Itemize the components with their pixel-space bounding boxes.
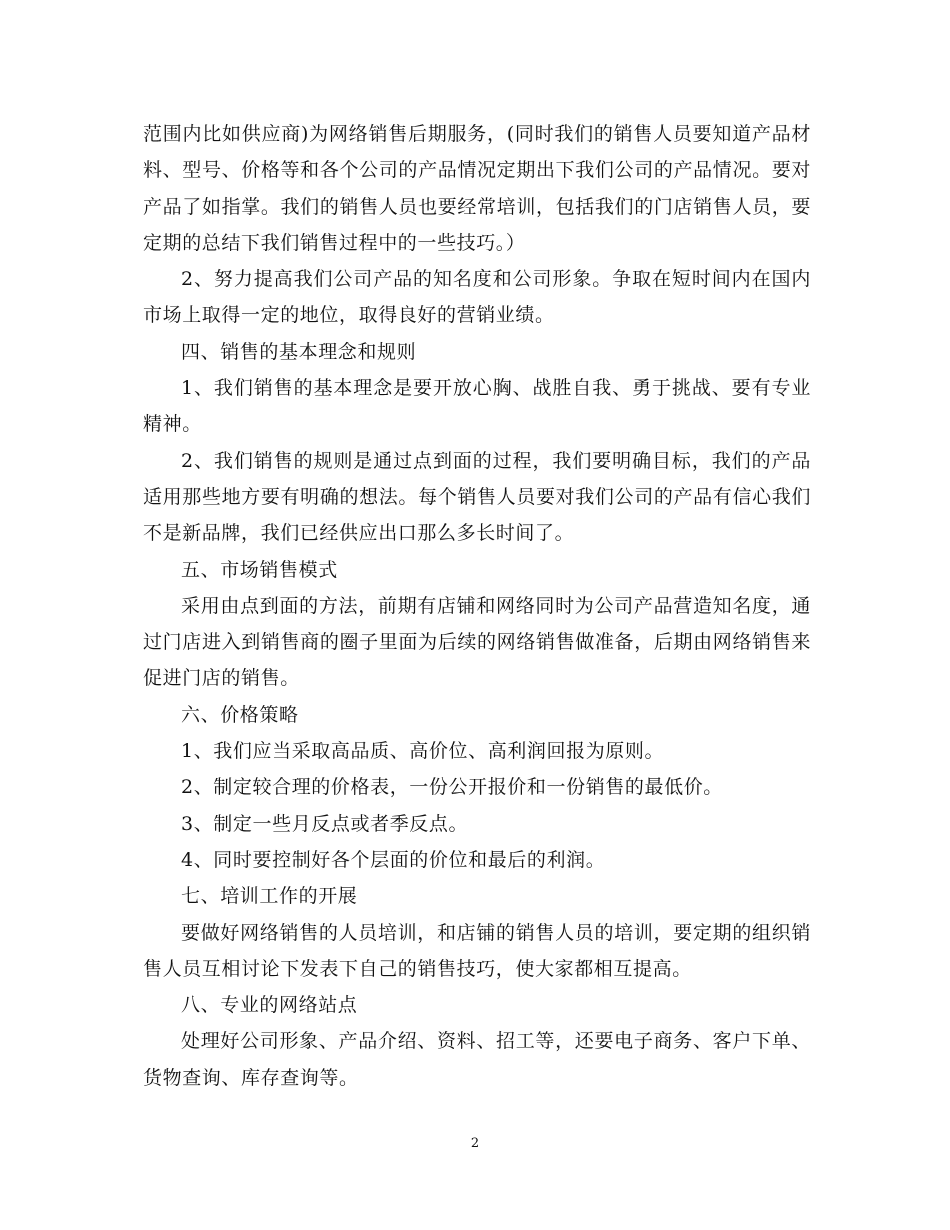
paragraph-price-item-3: 3、制定一些月反点或者季反点。 — [181, 812, 469, 835]
section-heading-7: 七、培训工作的开展 — [181, 885, 358, 908]
paragraph-training: 要做好网络销售的人员培训，和店铺的销售人员的培训，要定期的组织销售人员互相讨论下发表下自己的销售技巧，使大家都相互提高。 — [143, 921, 811, 980]
paragraph-sales-model: 采用由点到面的方法，前期有店铺和网络同时为公司产品营造知名度，通过门店进入到销售商的圈子里面为后续的网络销售做准备，后期由网络销售来促进门店的销售。 — [143, 594, 811, 690]
paragraph-item-1-philosophy: 1、我们销售的基本理念是要开放心胸、战胜自我、勇于挑战、要有专业精神。 — [143, 377, 811, 436]
section-heading-6: 六、价格策略 — [181, 703, 299, 726]
page-body — [143, 116, 811, 1096]
paragraph-continuation: 范围内比如供应商)为网络销售后期服务，(同时我们的销售人员要知道产品材料、型号、价格等和各个公司的产品情况定期出下我们公司的产品情况。要对产品了如指掌。我们的销售人员也要经常培训，包括我们的门店销售人员，要定期的总结下我们销售过程中的一些技巧。） — [143, 123, 811, 254]
paragraph-item-2-rules: 2、我们销售的规则是通过点到面的过程，我们要明确目标，我们的产品适用那些地方要有明确的想法。每个销售人员要对我们公司的产品有信心我们不是新品牌，我们已经供应出口那么多长时间了。 — [143, 449, 811, 545]
paragraph-website: 处理好公司形象、产品介绍、资料、招工等，还要电子商务、客户下单、货物查询、库存查询等。 — [143, 1030, 811, 1089]
section-heading-8: 八、专业的网络站点 — [181, 994, 358, 1017]
page-number: 2 — [470, 1136, 480, 1151]
paragraph-price-item-1: 1、我们应当采取高品质、高价位、高利润回报为原则。 — [181, 740, 665, 763]
section-heading-5: 五、市场销售模式 — [181, 558, 338, 581]
paragraph-price-item-2: 2、制定较合理的价格表，一份公开报价和一份销售的最低价。 — [181, 776, 723, 799]
paragraph-price-item-4: 4、同时要控制好各个层面的价位和最后的利润。 — [181, 848, 606, 871]
section-heading-4: 四、销售的基本理念和规则 — [181, 340, 417, 363]
paragraph-item-2-brand: 2、努力提高我们公司产品的知名度和公司形象。争取在短时间内在国内市场上取得一定的地位，取得良好的营销业绩。 — [143, 268, 811, 327]
